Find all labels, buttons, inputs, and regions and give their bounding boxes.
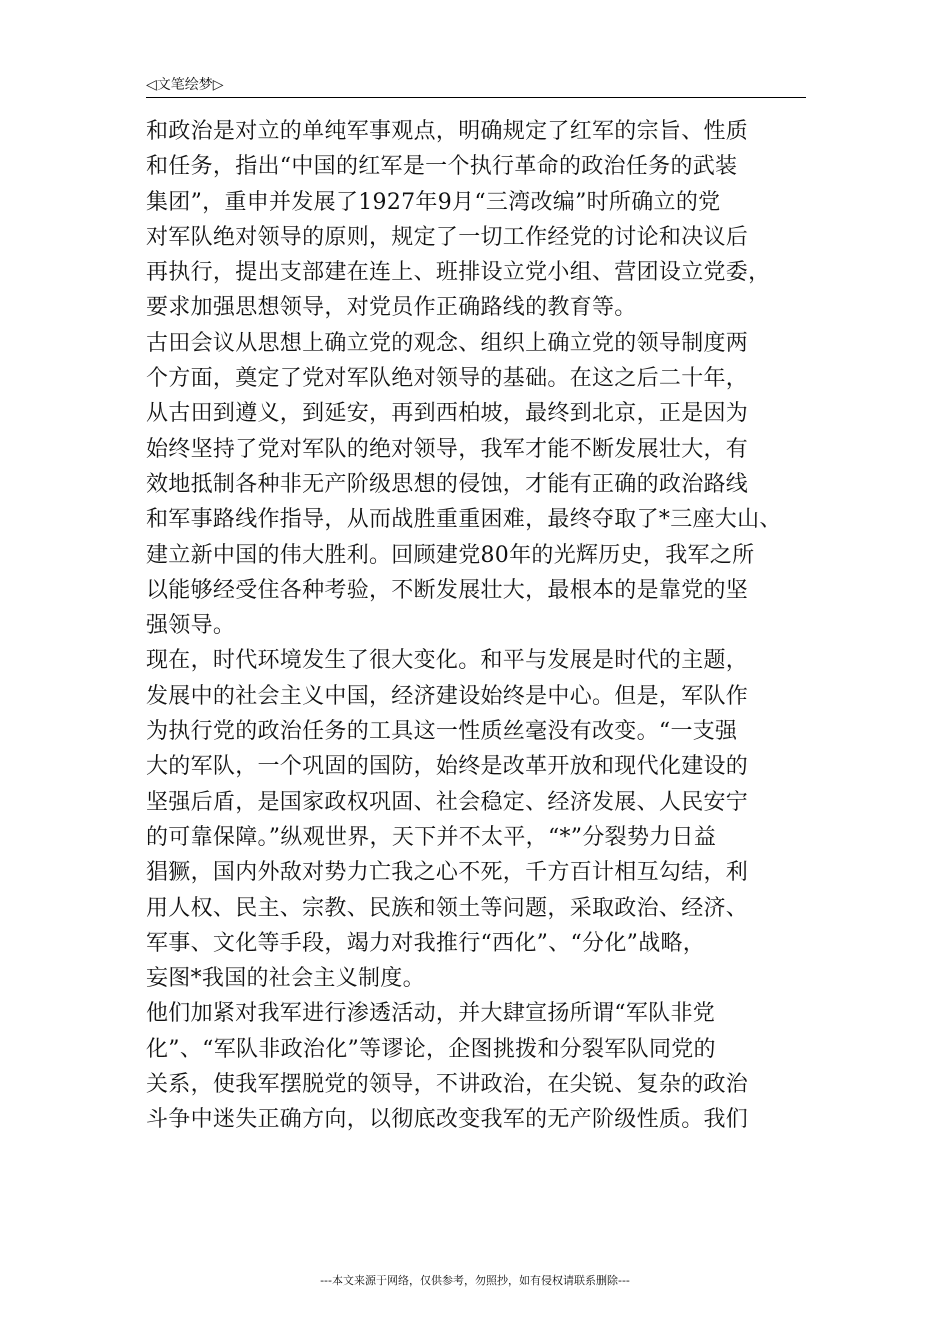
body-line: 以能够经受住各种考验，不断发展壮大，最根本的是靠党的坚 xyxy=(146,577,749,603)
body-line: 和军事路线作指导，从而战胜重重困难，最终夺取了*三座大山、 xyxy=(146,507,782,533)
body-line: 发展中的社会主义中国，经济建设始终是中心。但是，军队作 xyxy=(146,683,749,709)
body-line: 从古田到遵义，到延安，再到西柏坡，最终到北京，正是因为 xyxy=(146,401,749,427)
body-line: 为执行党的政治任务的工具这一性质丝毫没有改变。“一支强 xyxy=(146,719,738,745)
body-line: 和任务，指出“中国的红军是一个执行革命的政治任务的武装 xyxy=(146,154,738,180)
body-line: 妄图*我国的社会主义制度。 xyxy=(146,966,425,992)
header-title: ◁文笔绘梦▷ xyxy=(146,77,224,93)
page-footer: ---本文来源于网络，仅供参考，勿照抄，如有侵权请联系删除--- xyxy=(320,1274,630,1287)
body-line: 强领导。 xyxy=(146,613,236,639)
body-line: 建立新中国的伟大胜利。回顾建党80年的光辉历史，我军之所 xyxy=(146,542,755,568)
body-line: 古田会议从思想上确立党的观念、组织上确立党的领导制度两 xyxy=(146,330,749,356)
body-line: 再执行，提出支部建在连上、班排设立党小组、营团设立党委， xyxy=(146,260,771,286)
body-line: 他们加紧对我军进行渗透活动，并大肆宣扬所谓“军队非党 xyxy=(146,1001,716,1027)
page-header xyxy=(146,76,806,98)
body-line: 化”、“军队非政治化”等谬论，企图挑拨和分裂军队同党的 xyxy=(146,1036,716,1062)
body-line: 个方面，奠定了党对军队绝对领导的基础。在这之后二十年， xyxy=(146,366,749,392)
body-line: 坚强后盾，是国家政权巩固、社会稳定、经济发展、人民安宁 xyxy=(146,789,749,815)
body-line: 始终坚持了党对军队的绝对领导，我军才能不断发展壮大，有 xyxy=(146,436,749,462)
body-line: 大的军队，一个巩固的国防，始终是改革开放和现代化建设的 xyxy=(146,754,749,780)
body-line: 集团”，重申并发展了1927年9月“三湾改编”时所确立的党 xyxy=(146,189,721,215)
body-line: 关系，使我军摆脱党的领导，不讲政治，在尖锐、复杂的政治 xyxy=(146,1072,749,1098)
body-line: 效地抵制各种非无产阶级思想的侵蚀，才能有正确的政治路线 xyxy=(146,471,749,497)
document-body xyxy=(146,114,826,1138)
body-line: 斗争中迷失正确方向，以彻底改变我军的无产阶级性质。我们 xyxy=(146,1107,749,1133)
body-line: 用人权、民主、宗教、民族和领土等问题，采取政治、经济、 xyxy=(146,895,749,921)
body-line: 要求加强思想领导，对党员作正确路线的教育等。 xyxy=(146,295,637,321)
body-line: 猖獗，国内外敌对势力亡我之心不死，千方百计相互勾结，利 xyxy=(146,860,749,886)
body-line: 的可靠保障。”纵观世界，天下并不太平，“*”分裂势力日益 xyxy=(146,824,717,850)
header-divider xyxy=(146,97,806,98)
body-line: 军事、文化等手段，竭力对我推行“西化”、“分化”战略， xyxy=(146,930,706,956)
body-line: 对军队绝对领导的原则，规定了一切工作经党的讨论和决议后 xyxy=(146,224,749,250)
body-line: 现在，时代环境发生了很大变化。和平与发展是时代的主题， xyxy=(146,648,749,674)
body-line: 和政治是对立的单纯军事观点，明确规定了红军的宗旨、性质 xyxy=(146,119,749,144)
